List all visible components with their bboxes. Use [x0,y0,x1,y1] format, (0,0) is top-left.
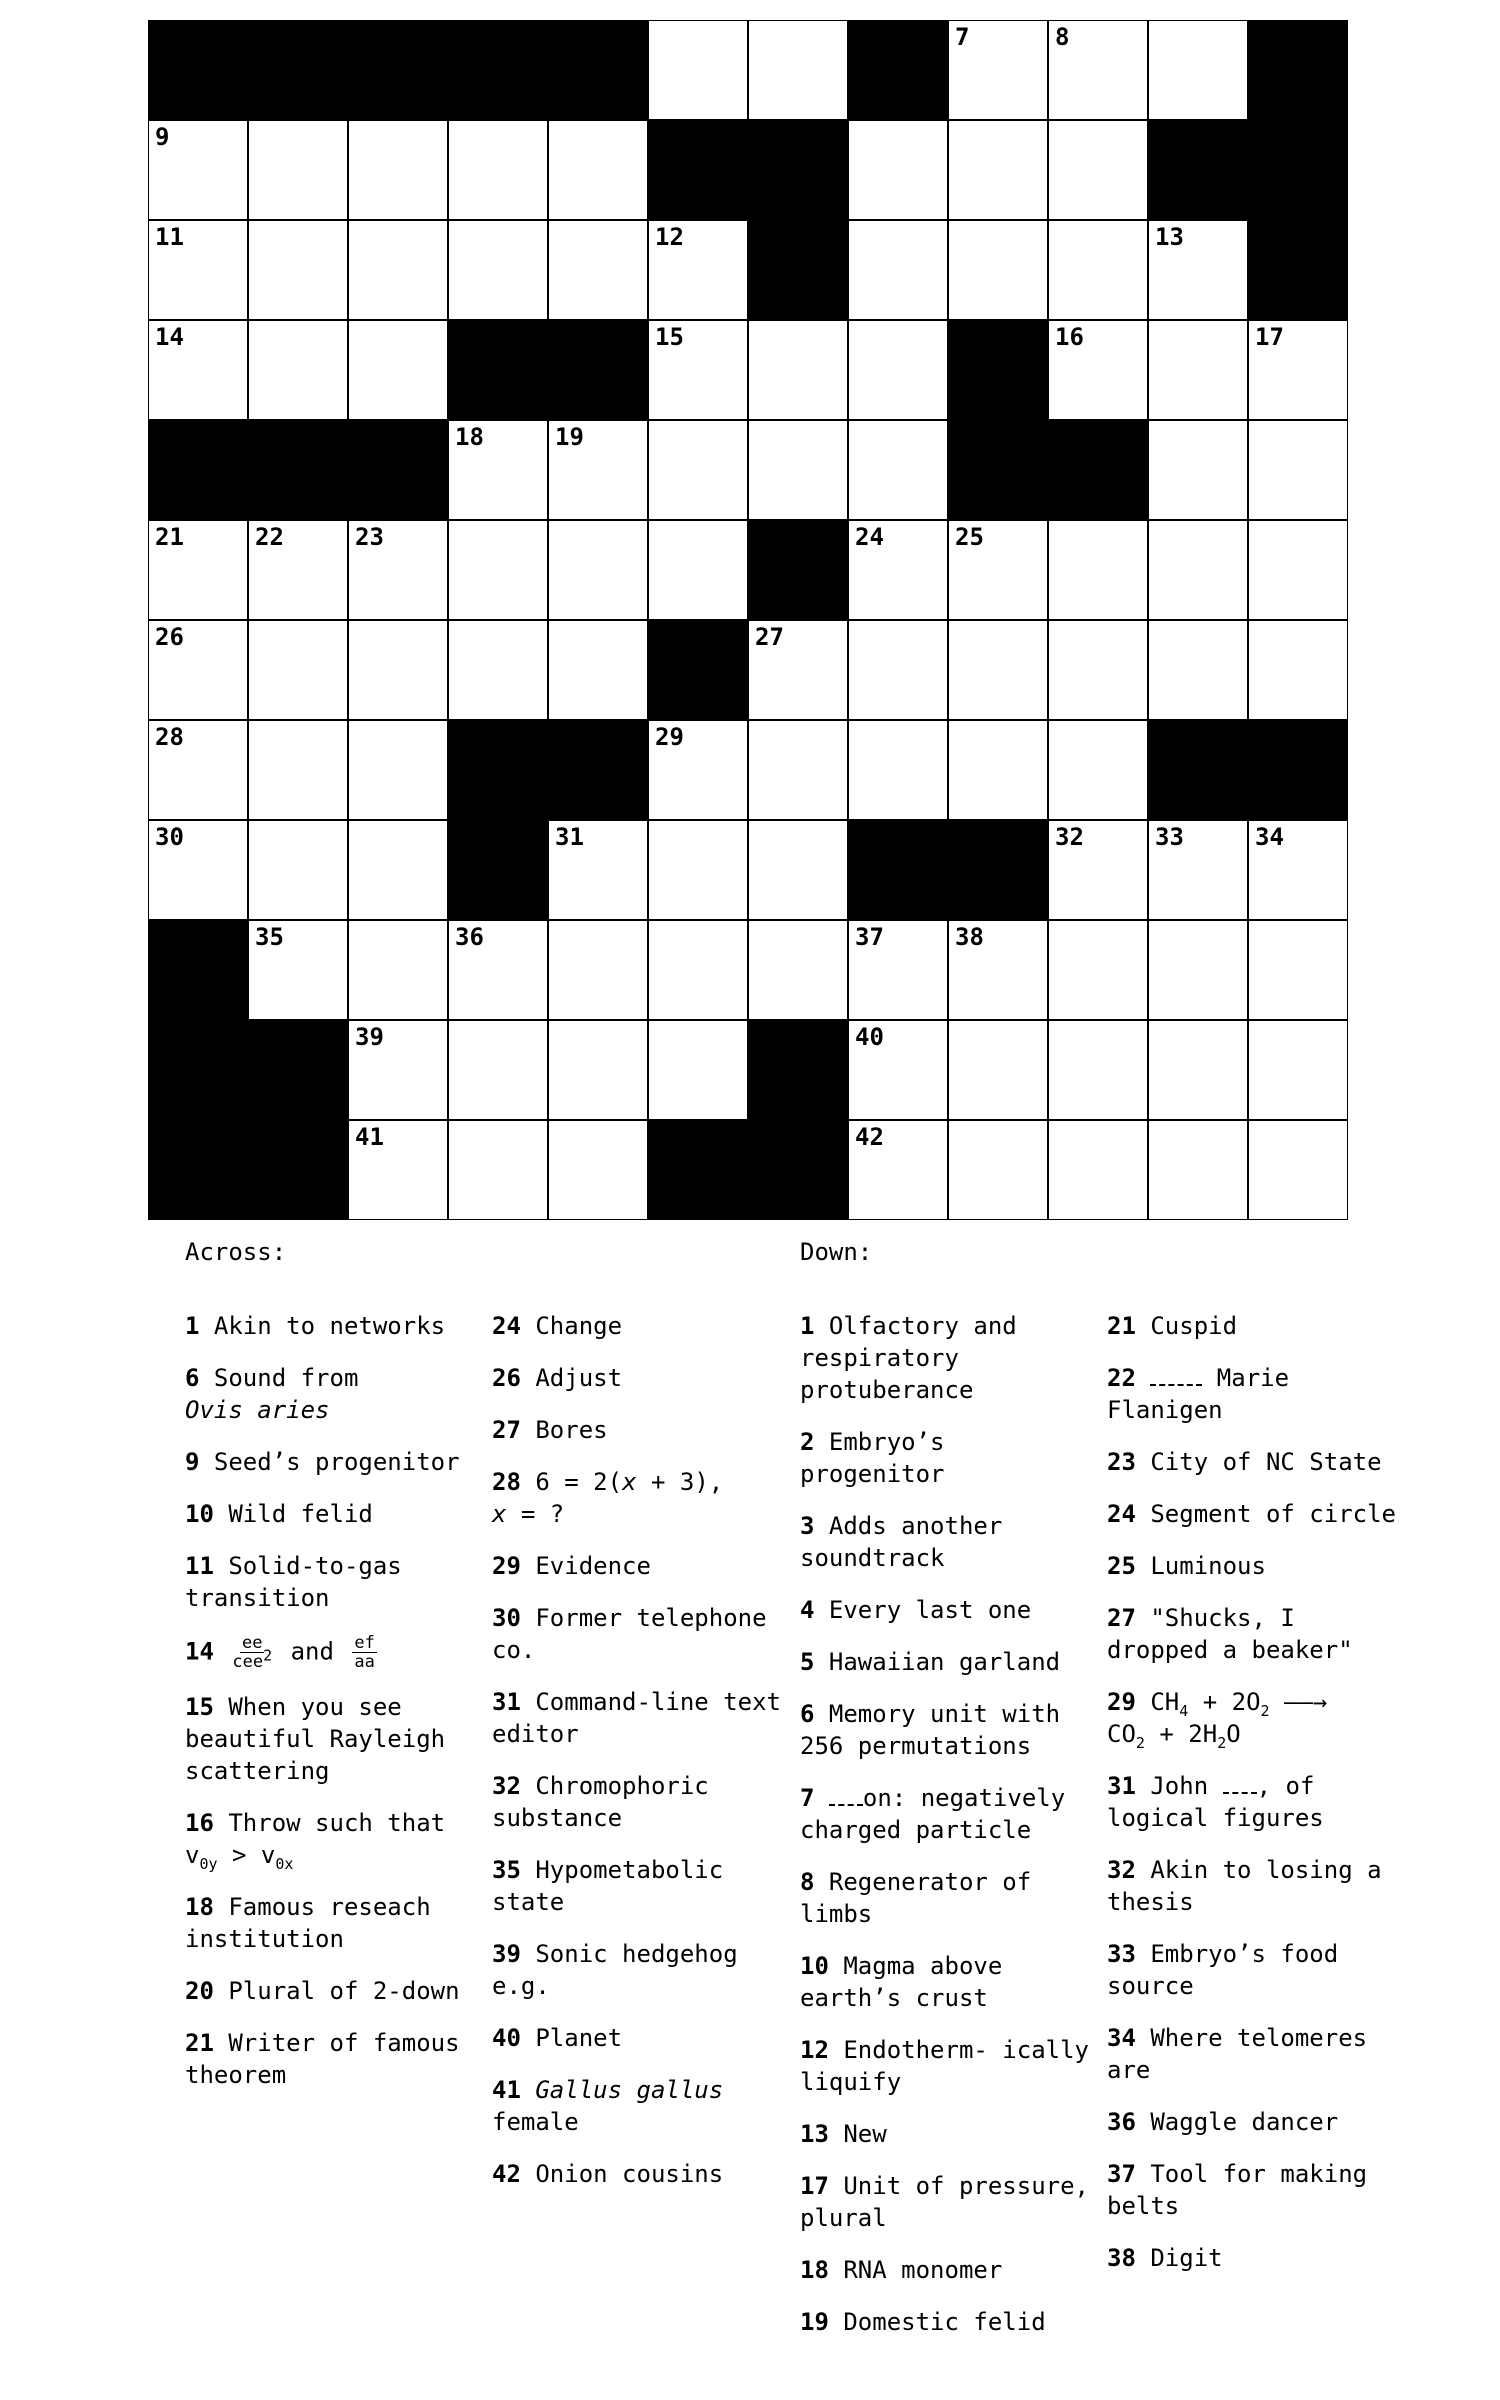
clue-number: 14 [155,323,184,351]
clue-down-19: 19 Domestic felid [800,2308,1046,2336]
black-square [148,20,248,120]
grid-cell[interactable] [248,820,348,920]
grid-cell[interactable] [1248,1120,1348,1220]
clue-number: 41 [355,1123,384,1151]
black-square [148,920,248,1020]
clue-down-2: 2 Embryo’s progenitor [800,1428,945,1488]
grid-cell[interactable] [448,920,548,1020]
clue-down-10: 10 Magma above earth’s crust [800,1952,1003,2012]
clue-number: 31 [555,823,584,851]
clue-across-28: 28 6 = 2(x + 3), x = ? [492,1468,724,1528]
grid-cell[interactable] [448,520,548,620]
clue-number: 12 [655,223,684,251]
clue-across-9: 9 Seed’s progenitor [185,1448,460,1476]
grid-cell[interactable] [848,120,948,220]
grid-cell[interactable] [848,220,948,320]
grid-cell[interactable] [548,620,648,720]
black-square [348,20,448,120]
grid-cell[interactable] [648,520,748,620]
grid-cell[interactable] [1048,120,1148,220]
fraction-ef-aa: $\frac{ef}{aa}$ [354,1633,375,1672]
grid-cell[interactable] [948,520,1048,620]
black-square [648,120,748,220]
black-square [1148,120,1248,220]
clue-across-29: 29 Evidence [492,1552,651,1580]
clue-down-6: 6 Memory unit with 256 permutations [800,1700,1061,1760]
clue-number: 25 [955,523,984,551]
clue-down-25: 25 Luminous [1107,1552,1266,1580]
grid-cell[interactable] [848,420,948,520]
grid-cell[interactable] [848,520,948,620]
grid-cell[interactable] [1148,620,1248,720]
grid-cell[interactable] [1248,420,1348,520]
clue-number: 17 [1255,323,1284,351]
grid-cell[interactable] [1048,320,1148,420]
grid-cell[interactable] [1048,620,1148,720]
grid-cell[interactable] [148,620,248,720]
grid-cell[interactable] [148,520,248,620]
clue-number: 18 [455,423,484,451]
black-square [548,20,648,120]
grid-cell[interactable] [748,820,848,920]
black-square [748,1020,848,1120]
clue-across-41: 41 Gallus gallus female [492,2076,724,2136]
clue-number: 9 [155,123,170,151]
clue-down-4: 4 Every last one [800,1596,1032,1624]
clue-number: 7 [955,23,970,51]
clue-down-13: 13 New [800,2120,887,2148]
grid-cell[interactable] [648,220,748,320]
black-square [248,420,348,520]
grid-cell[interactable] [848,720,948,820]
clue-number: 19 [555,423,584,451]
grid-cell[interactable] [348,820,448,920]
grid-cell[interactable] [548,220,648,320]
grid-cell[interactable] [548,120,648,220]
clue-down-32: 32 Akin to losing a thesis [1107,1856,1382,1916]
clue-number: 42 [855,1123,884,1151]
grid-cell[interactable] [548,520,648,620]
grid-cell[interactable] [948,1120,1048,1220]
black-square [148,1120,248,1220]
black-square [448,320,548,420]
clue-number: 37 [855,923,884,951]
grid-cell[interactable] [1148,520,1248,620]
clue-number: 30 [155,823,184,851]
grid-cell[interactable] [148,820,248,920]
black-square [848,20,948,120]
grid-cell[interactable] [1148,1120,1248,1220]
clue-number: 32 [1055,823,1084,851]
clue-across-24: 24 Change [492,1312,623,1340]
across-column-1 [185,1238,485,2111]
down-column-1 [800,1238,1100,2358]
black-square [748,220,848,320]
grid-cell[interactable] [748,420,848,520]
clue-across-39: 39 Sonic hedgehog e.g. [492,1940,738,2000]
clue-across-31: 31 Command-line text editor [492,1688,781,1748]
clue-number: 24 [855,523,884,551]
clue-down-33: 33 Embryo’s food source [1107,1940,1339,2000]
grid-cell[interactable] [948,720,1048,820]
grid-cell[interactable] [148,720,248,820]
clue-number: 36 [455,923,484,951]
clue-across-32: 32 Chromophoric substance [492,1772,709,1832]
grid-cell[interactable] [648,720,748,820]
clue-across-11: 11 Solid-to-gas transition [185,1552,402,1612]
clue-down-1: 1 Olfactory and respiratory protuberance [800,1312,1017,1404]
black-square [1248,720,1348,820]
black-square [1248,120,1348,220]
grid-cell[interactable] [948,120,1048,220]
grid-cell[interactable] [848,920,948,1020]
clue-number: 23 [355,523,384,551]
grid-cell[interactable] [148,320,248,420]
grid-cell[interactable] [1148,920,1248,1020]
grid-cell[interactable] [448,120,548,220]
grid-cell[interactable] [648,20,748,120]
grid-cell[interactable] [748,920,848,1020]
grid-cell[interactable] [1148,1020,1248,1120]
grid-cell[interactable] [848,620,948,720]
grid-cell[interactable] [348,1020,448,1120]
clue-number: 15 [655,323,684,351]
clue-number: 22 [255,523,284,551]
clue-number: 35 [255,923,284,951]
black-square [148,1020,248,1120]
grid-cell[interactable] [948,1020,1048,1120]
grid-cell[interactable] [548,920,648,1020]
grid-cell[interactable] [748,320,848,420]
black-square [948,420,1048,520]
grid-cell[interactable] [148,120,248,220]
black-square [448,820,548,920]
grid-cell[interactable] [348,320,448,420]
grid-cell[interactable] [448,1120,548,1220]
grid-cell[interactable] [948,920,1048,1020]
grid-cell[interactable] [248,920,348,1020]
grid-cell[interactable] [748,20,848,120]
blank-line [1223,1778,1257,1794]
grid-cell[interactable] [1248,920,1348,1020]
clue-across-42: 42 Onion cousins [492,2160,724,2188]
clue-down-27: 27 "Shucks, I dropped a beaker" [1107,1604,1353,1664]
black-square [248,1020,348,1120]
black-square [648,620,748,720]
clue-across-15: 15 When you see beautiful Rayleigh scattering [185,1693,446,1785]
grid-cell[interactable] [548,420,648,520]
grid-cell[interactable] [248,720,348,820]
black-square [748,520,848,620]
grid-cell[interactable] [848,320,948,420]
clue-down-3: 3 Adds another soundtrack [800,1512,1003,1572]
black-square [748,1120,848,1220]
black-square [448,20,548,120]
grid-cell[interactable] [248,320,348,420]
clue-down-36: 36 Waggle dancer [1107,2108,1339,2136]
grid-cell[interactable] [448,620,548,720]
grid-cell[interactable] [1148,220,1248,320]
clue-down-24: 24 Segment of circle [1107,1500,1396,1528]
grid-cell[interactable] [1248,520,1348,620]
clue-number: 28 [155,723,184,751]
grid-cell[interactable] [648,820,748,920]
black-square [248,20,348,120]
black-square [348,420,448,520]
grid-cell[interactable] [948,220,1048,320]
grid-cell[interactable] [1048,920,1148,1020]
grid-cell[interactable] [1048,1120,1148,1220]
clue-number: 34 [1255,823,1284,851]
grid-cell[interactable] [1248,620,1348,720]
clue-across-30: 30 Former telephone co. [492,1604,767,1664]
clue-down-21: 21 Cuspid [1107,1312,1238,1340]
clue-down-34: 34 Where telomeres are [1107,2024,1368,2084]
black-square [948,820,1048,920]
grid-cell[interactable] [148,220,248,320]
clue-number: 38 [955,923,984,951]
clue-number: 26 [155,623,184,651]
grid-cell[interactable] [848,1020,948,1120]
clue-number: 27 [755,623,784,651]
grid-cell[interactable] [1148,320,1248,420]
clue-number: 40 [855,1023,884,1051]
black-square [248,1120,348,1220]
black-square [548,320,648,420]
black-square [1048,420,1148,520]
clue-across-20: 20 Plural of 2-down [185,1977,460,2005]
crossword-grid [148,20,1348,1220]
clue-down-18: 18 RNA monomer [800,2256,1003,2284]
grid-cell[interactable] [1048,220,1148,320]
black-square [148,420,248,520]
clue-down-23: 23 City of NC State [1107,1448,1382,1476]
fraction-ee-cee2: $\frac{ee}{cee^2}$ [232,1633,273,1672]
grid-cell[interactable] [648,920,748,1020]
clue-number: 13 [1155,223,1184,251]
clue-down-5: 5 Hawaiian garland [800,1648,1061,1676]
across-heading: Across: [185,1238,287,1266]
down-column-2 [1107,1310,1397,2294]
clue-down-22: 22 Marie Flanigen [1107,1364,1290,1424]
grid-cell[interactable] [648,1020,748,1120]
clue-down-29: 29 $CH_4 + 2O_2$ ——→ $CO_2 + 2H_2O$ [1107,1688,1328,1752]
clue-across-16: 16 Throw such that $v_{0y} > v_{0x}$ [185,1809,446,1873]
grid-cell[interactable] [1248,820,1348,920]
grid-cell[interactable] [948,620,1048,720]
grid-cell[interactable] [548,1120,648,1220]
clue-down-7: 7 on: negatively charged particle [800,1784,1066,1844]
black-square [1148,720,1248,820]
clue-across-1: 1 Akin to networks [185,1312,446,1340]
grid-cell[interactable] [348,520,448,620]
clue-number: 21 [155,523,184,551]
clue-down-31: 31 John , of logical figures [1107,1772,1324,1832]
blank-line [829,1790,863,1806]
grid-cell[interactable] [1248,1020,1348,1120]
clue-down-12: 12 Endotherm- ically liquify [800,2036,1089,2096]
clue-across-18: 18 Famous reseach institution [185,1893,431,1953]
across-column-2 [492,1310,792,2210]
grid-cell[interactable] [248,520,348,620]
black-square [448,720,548,820]
grid-cell[interactable] [748,620,848,720]
grid-cell[interactable] [1148,820,1248,920]
black-square [648,1120,748,1220]
black-square [548,720,648,820]
grid-cell[interactable] [248,620,348,720]
grid-cell[interactable] [1048,720,1148,820]
clue-across-6: 6 Sound from Ovis aries [185,1364,359,1424]
clue-across-10: 10 Wild felid [185,1500,373,1528]
grid-cell[interactable] [748,720,848,820]
grid-cell[interactable] [248,120,348,220]
grid-cell[interactable] [348,720,448,820]
grid-cell[interactable] [1148,20,1248,120]
grid-cell[interactable] [948,20,1048,120]
clue-number: 16 [1055,323,1084,351]
grid-cell[interactable] [848,1120,948,1220]
black-square [1248,20,1348,120]
clue-number: 39 [355,1023,384,1051]
down-heading: Down: [800,1238,873,1266]
grid-cell[interactable] [348,920,448,1020]
clue-across-35: 35 Hypometabolic state [492,1856,724,1916]
grid-cell[interactable] [1148,420,1248,520]
grid-cell[interactable] [1048,820,1148,920]
grid-cell[interactable] [648,320,748,420]
grid-cell[interactable] [648,420,748,520]
grid-cell[interactable] [348,120,448,220]
grid-cell[interactable] [248,220,348,320]
grid-cell[interactable] [448,420,548,520]
clue-across-40: 40 Planet [492,2024,623,2052]
blank-line [1150,1370,1202,1386]
clue-across-26: 26 Adjust [492,1364,623,1392]
black-square [1248,220,1348,320]
grid-cell[interactable] [348,620,448,720]
grid-cell[interactable] [348,220,448,320]
clue-down-17: 17 Unit of pressure, plural [800,2172,1089,2232]
grid-cell[interactable] [448,220,548,320]
clue-down-38: 38 Digit [1107,2244,1223,2272]
black-square [748,120,848,220]
clue-across-27: 27 Bores [492,1416,608,1444]
black-square [848,820,948,920]
grid-cell[interactable] [1248,320,1348,420]
grid-cell[interactable] [448,1020,548,1120]
grid-cell[interactable] [1048,1020,1148,1120]
clue-number: 8 [1055,23,1070,51]
clue-across-14: 14 $\frac{ee}{cee^2}$ and $\frac{ef}{aa}$ [185,1633,375,1672]
clue-number: 29 [655,723,684,751]
grid-cell[interactable] [548,1020,648,1120]
clue-number: 11 [155,223,184,251]
black-square [948,320,1048,420]
grid-cell[interactable] [1048,520,1148,620]
grid-cell[interactable] [348,1120,448,1220]
clue-down-8: 8 Regenerator of limbs [800,1868,1032,1928]
clue-number: 33 [1155,823,1184,851]
grid-cell[interactable] [548,820,648,920]
clue-across-21: 21 Writer of famous theorem [185,2029,460,2089]
clue-down-37: 37 Tool for making belts [1107,2160,1368,2220]
grid-cell[interactable] [1048,20,1148,120]
